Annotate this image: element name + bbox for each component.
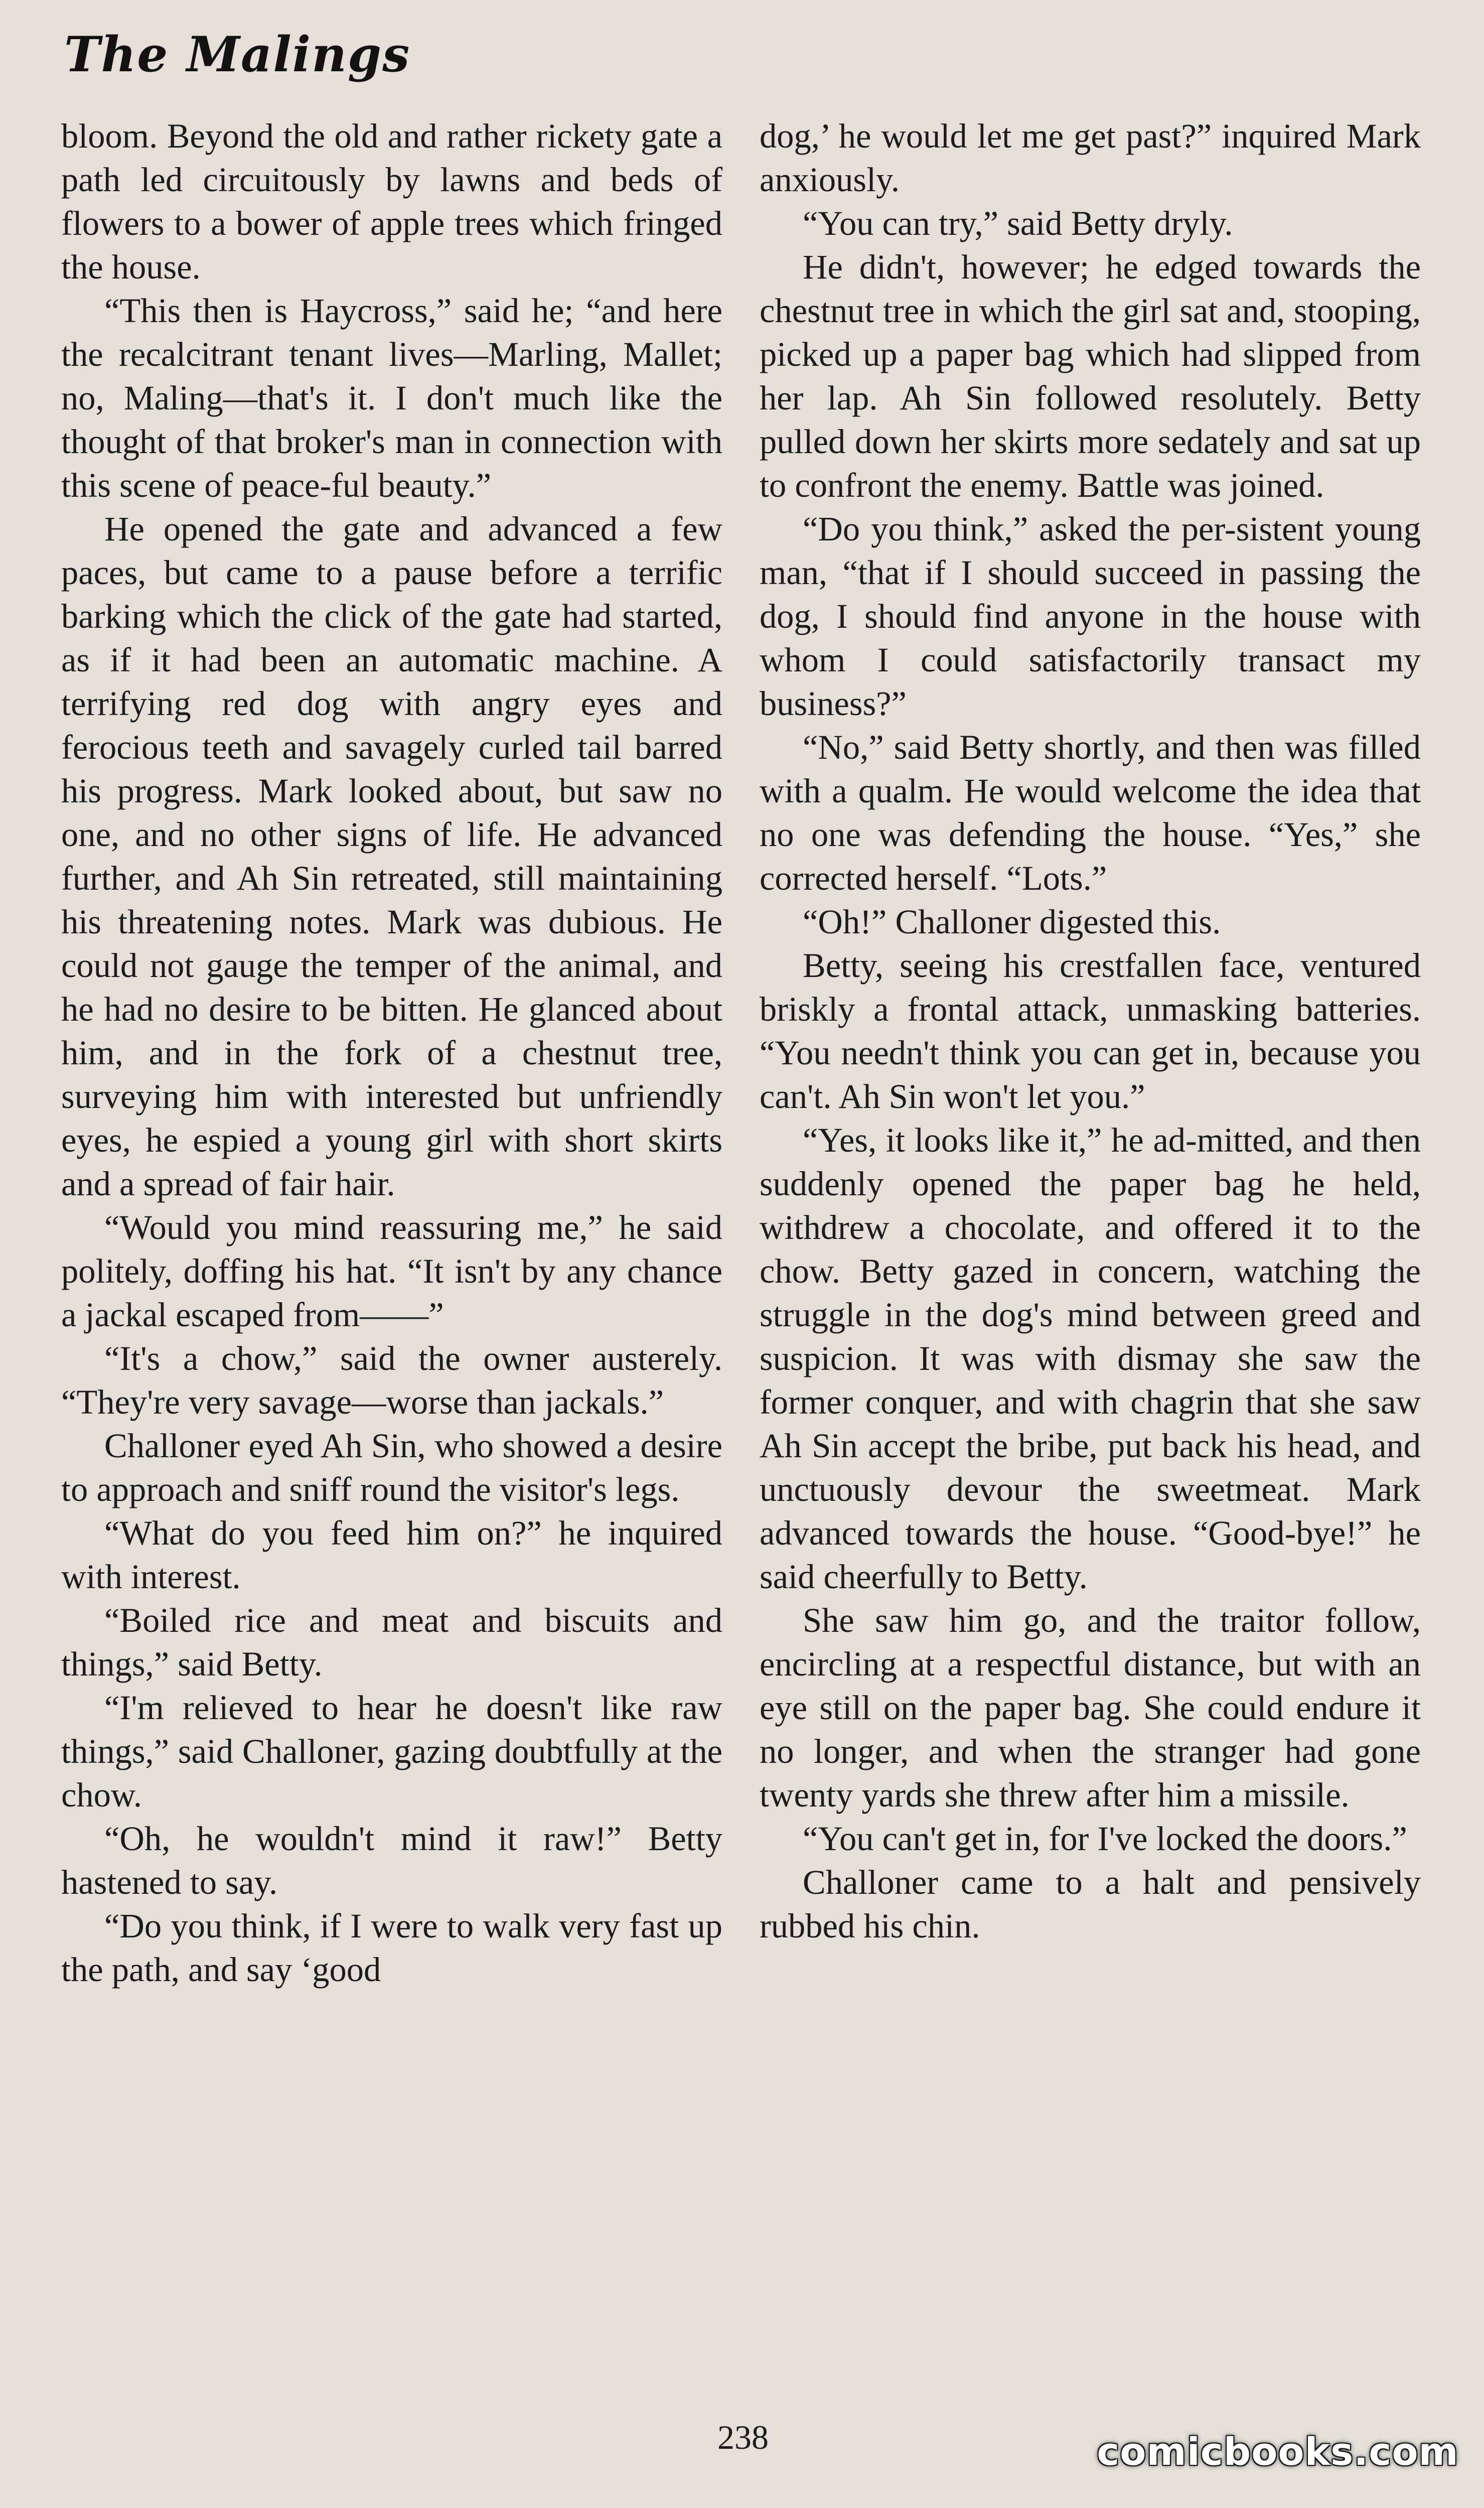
paragraph: Challoner eyed Ah Sin, who showed a desire to approach and sniff round the visitor's legs.	[61, 1427, 722, 1508]
paragraph: “It's a chow,” said the owner austerely. “They're very savage—worse than jackals.”	[61, 1339, 722, 1421]
paragraph: “What do you feed him on?” he inquired with interest.	[61, 1514, 722, 1596]
paragraph: “Do you think, if I were to walk very fast up the path, and say ‘good	[61, 1907, 722, 1989]
paragraph: She saw him go, and the traitor follow, encircling at a respectful distance, but with an eye still on the paper bag. She could endure it no longer, and when the stranger had gone twenty yards she threw after him a missile.	[760, 1601, 1421, 1814]
left-text-column	[61, 114, 722, 1992]
paragraph: “Boiled rice and meat and biscuits and things,” said Betty.	[61, 1601, 722, 1683]
paragraph: “I'm relieved to hear he doesn't like raw things,” said Challoner, gazing doubtfully at the chow.	[61, 1689, 722, 1814]
paragraph: Challoner came to a halt and pensively rubbed his chin.	[760, 1863, 1421, 1945]
site-watermark: comicbooks.com	[1097, 2429, 1459, 2474]
paragraph: “Yes, it looks like it,” he ad-mitted, and then suddenly opened the paper bag he held, withdrew a chocolate, and offered it to the chow. Betty gazed in concern, watching the struggle in the dog's mind between greed and suspicion. It was with dismay she saw the former conquer, and with chagrin that she saw Ah Sin accept the bribe, put back his head, and unctuously devour the sweetmeat. Mark advanced towards the house. “Good-bye!” he said cheerfully to Betty.	[760, 1121, 1421, 1596]
page-number: 238	[717, 2418, 769, 2456]
running-header: The Malings	[64, 26, 411, 83]
paragraph: “Would you mind reassuring me,” he said politely, doffing his hat. “It isn't by any chance a jackal escaped from——”	[61, 1208, 722, 1334]
paragraph: “Oh, he wouldn't mind it raw!” Betty hastened to say.	[61, 1820, 722, 1901]
paragraph: “You can try,” said Betty dryly.	[803, 204, 1233, 242]
paragraph: “Do you think,” asked the per-sistent young man, “that if I should succeed in passing the dog, I should find anyone in the house with whom I could satisfactorily transact my business?”	[760, 510, 1421, 723]
paragraph: “You can't get in, for I've locked the doors.”	[803, 1820, 1407, 1858]
paragraph: Betty, seeing his crestfallen face, ventured briskly a frontal attack, unmasking batteries. “You needn't think you can get in, because you can't. Ah Sin won't let you.”	[760, 946, 1421, 1116]
paragraph: “Oh!” Challoner digested this.	[803, 903, 1221, 941]
paragraph: dog,’ he would let me get past?” inquired Mark anxiously.	[760, 117, 1421, 199]
paragraph: He didn't, however; he edged towards the chestnut tree in which the girl sat and, stooping, picked up a paper bag which had slipped from her lap. Ah Sin followed resolutely. Betty pulled down her skirts more sedately and sat up to confront the enemy. Battle was joined.	[760, 248, 1421, 504]
paragraph: “This then is Haycross,” said he; “and here the recalcitrant tenant lives—Marling, Mallet; no, Maling—that's it. I don't much like the thought of that broker's man in connection with this scene of peace-ful beauty.”	[61, 292, 722, 504]
paragraph: bloom. Beyond the old and rather rickety gate a path led circuitously by lawns and beds of flowers to a bower of apple trees which fringed the house.	[61, 117, 722, 286]
paragraph: He opened the gate and advanced a few paces, but came to a pause before a terrific barking which the click of the gate had started, as if it had been an automatic machine. A terrifying red dog with angry eyes and ferocious teeth and savagely curled tail barred his progress. Mark looked about, but saw no one, and no other signs of life. He advanced further, and Ah Sin retreated, still maintaining his threatening notes. Mark was dubious. He could not gauge the temper of the animal, and he had no desire to be bitten. He glanced about him, and in the fork of a chestnut tree, surveying him with interested but unfriendly eyes, he espied a young girl with short skirts and a spread of fair hair.	[61, 510, 722, 1203]
right-text-column	[760, 114, 1421, 1948]
paragraph: “No,” said Betty shortly, and then was filled with a qualm. He would welcome the idea that no one was defending the house. “Yes,” she corrected herself. “Lots.”	[760, 728, 1421, 897]
